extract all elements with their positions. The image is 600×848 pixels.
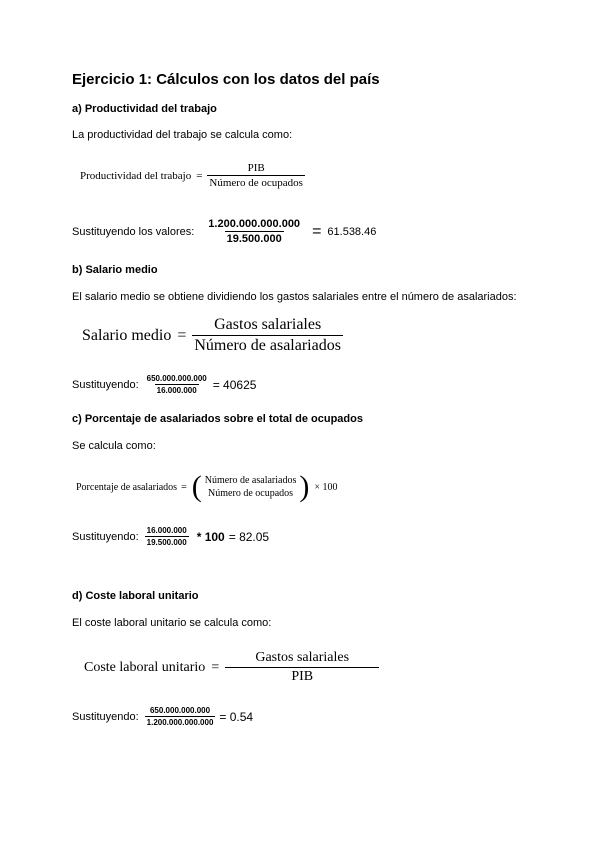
formula-a-denominator: Número de ocupados <box>209 177 303 189</box>
formula-b-denominator: Número de asalariados <box>194 337 341 354</box>
formula-b-equals: = <box>177 326 187 344</box>
substitution-d-result: = 0.54 <box>219 709 254 724</box>
formula-c <box>76 470 338 503</box>
formula-c-fraction <box>203 475 299 499</box>
intro-b: El salario medio se obtiene dividiendo los gastos salariales entre el número de asalariados: <box>72 291 517 303</box>
substitution-d-fraction <box>145 706 216 727</box>
substitution-a-result: 61.538.46 <box>327 225 377 238</box>
substitution-b-denominator: 16.000.000 <box>156 386 197 395</box>
substitution-c <box>72 526 269 547</box>
substitution-a-denominator: 19.500.000 <box>226 233 282 245</box>
formula-c-numerator: Número de asalariados <box>204 475 297 486</box>
formula-c-left-paren: ( <box>191 470 202 503</box>
substitution-b-label: Sustituyendo: <box>72 378 139 391</box>
heading-a: a) Productividad del trabajo <box>72 103 217 115</box>
formula-a-lhs: Productividad del trabajo <box>80 169 192 182</box>
formula-d-equals: = <box>211 659 220 675</box>
substitution-a-numerator: 1.200.000.000.000 <box>208 218 301 230</box>
substitution-a <box>72 218 376 245</box>
formula-a-numerator: PIB <box>247 162 265 174</box>
formula-a-equals: = <box>196 169 203 182</box>
substitution-d-label: Sustituyendo: <box>72 710 139 723</box>
page-title: Ejercicio 1: Cálculos con los datos del país <box>72 71 380 88</box>
formula-d-numerator: Gastos salariales <box>255 650 350 665</box>
formula-d-denominator: PIB <box>225 667 379 685</box>
substitution-c-fraction <box>145 526 189 547</box>
intro-a: La productividad del trabajo se calcula como: <box>72 129 293 141</box>
substitution-c-numerator: 16.000.000 <box>146 526 187 535</box>
formula-d <box>84 650 379 685</box>
formula-d-fraction <box>225 650 379 685</box>
substitution-a-fraction <box>206 218 302 245</box>
substitution-b <box>72 374 256 395</box>
substitution-d-numerator: 650.000.000.000 <box>149 706 211 715</box>
heading-b: b) Salario medio <box>72 264 158 276</box>
formula-a <box>80 162 305 189</box>
heading-d: d) Coste laboral unitario <box>72 590 199 602</box>
substitution-b-result: = 40625 <box>212 377 257 392</box>
substitution-d-denominator: 1.200.000.000.000 <box>146 718 214 727</box>
substitution-a-label: Sustituyendo los valores: <box>72 225 195 238</box>
substitution-b-fraction <box>145 374 209 395</box>
formula-b-fraction <box>192 316 343 355</box>
substitution-b-numerator: 650.000.000.000 <box>146 374 207 383</box>
formula-c-denominator: Número de ocupados <box>208 488 294 499</box>
substitution-c-result: = 82.05 <box>228 529 270 544</box>
formula-b-numerator: Gastos salariales <box>214 316 322 333</box>
intro-d: El coste laboral unitario se calcula como: <box>72 617 272 629</box>
heading-c: c) Porcentaje de asalariados sobre el total de ocupados <box>72 413 363 425</box>
substitution-c-label: Sustituyendo: <box>72 530 139 543</box>
substitution-c-operator: * 100 <box>196 529 225 544</box>
formula-c-times: × 100 <box>314 481 338 493</box>
formula-b <box>82 316 343 355</box>
formula-d-lhs: Coste laboral unitario <box>84 659 206 675</box>
formula-c-equals: = <box>181 481 187 493</box>
substitution-c-denominator: 19.500.000 <box>146 538 187 547</box>
formula-a-fraction <box>207 162 304 189</box>
formula-b-lhs: Salario medio <box>82 326 172 344</box>
formula-c-right-paren: ) <box>299 470 310 503</box>
substitution-d <box>72 706 253 727</box>
intro-c: Se calcula como: <box>72 440 156 452</box>
formula-c-lhs: Porcentaje de asalariados <box>76 481 178 493</box>
substitution-a-equals: = <box>312 222 322 240</box>
